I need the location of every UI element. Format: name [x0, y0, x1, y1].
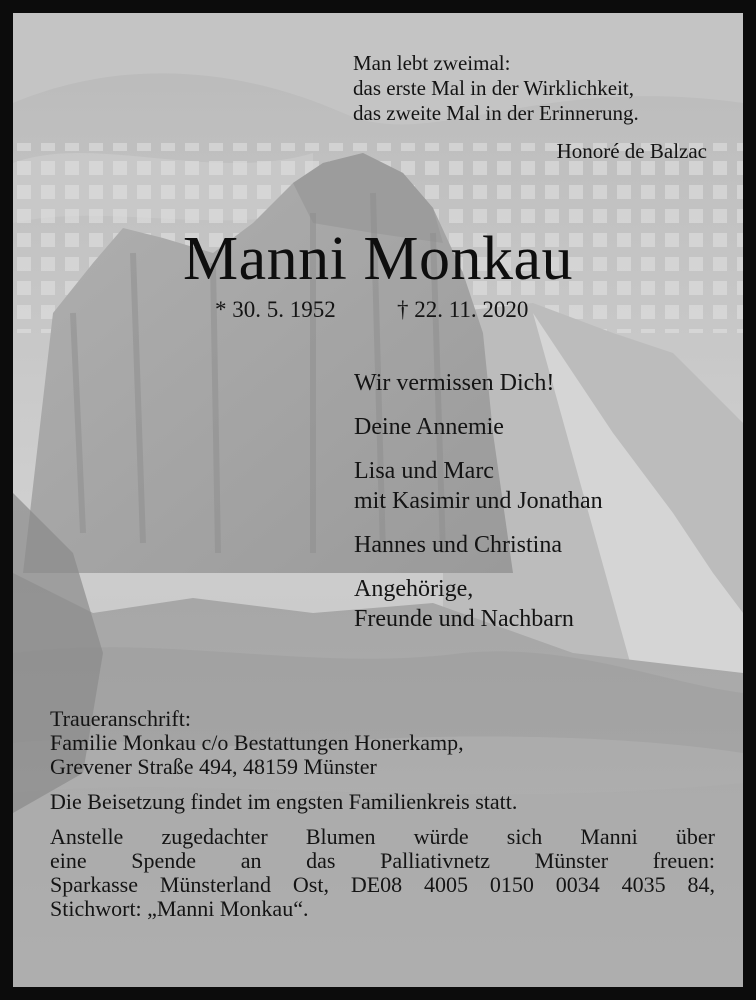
- mourner-line: Freunde und Nachbarn: [354, 606, 574, 632]
- mourner-message-text: Wir vermissen Dich!: [354, 370, 555, 396]
- mourner-group: [354, 574, 734, 634]
- donation-line: Sparkasse Münsterland Ost, DE08 4005 0150 0034 4035 84,: [50, 872, 715, 897]
- deceased-name: Manni Monkau: [182, 225, 574, 293]
- mourner-message: [354, 368, 734, 398]
- donation-line: Stichwort: „Manni Monkau“.: [50, 896, 309, 921]
- mourner-group: [354, 412, 734, 442]
- donation-line: eine Spende an das Palliativnetz Münster freuen:: [50, 848, 715, 873]
- footer-block: [50, 707, 715, 921]
- mourner-line: Lisa und Marc: [354, 458, 494, 484]
- mourning-address: [50, 707, 715, 779]
- mourner-group: [354, 530, 734, 560]
- donation-note: [50, 825, 715, 921]
- death-date: † 22. 11. 2020: [397, 297, 529, 322]
- quote-author: Honoré de Balzac: [556, 139, 707, 163]
- address-line: Grevener Straße 494, 48159 Münster: [50, 754, 377, 779]
- mourners-list: [354, 368, 734, 648]
- obituary-content: [13, 13, 743, 987]
- mourner-line: Deine Annemie: [354, 414, 504, 440]
- donation-line: Anstelle zugedachter Blumen würde sich Manni über: [50, 824, 715, 849]
- quote-block: [353, 51, 733, 126]
- birth-date: * 30. 5. 1952: [215, 297, 336, 322]
- quote-line: Man lebt zweimal:: [353, 51, 511, 75]
- quote-line: das zweite Mal in der Erinnerung.: [353, 101, 639, 125]
- quote-line: das erste Mal in der Wirklichkeit,: [353, 76, 635, 100]
- mourner-line: Angehörige,: [354, 576, 474, 602]
- address-line: Familie Monkau c/o Bestattungen Honerkamp,: [50, 730, 464, 755]
- burial-note: Die Beisetzung findet im engsten Familienkreis statt.: [50, 789, 518, 814]
- mourner-line: Hannes und Christina: [354, 532, 562, 558]
- mourner-group: [354, 456, 734, 516]
- address-line: Traueranschrift:: [50, 706, 191, 731]
- mourner-line: mit Kasimir und Jonathan: [354, 488, 603, 514]
